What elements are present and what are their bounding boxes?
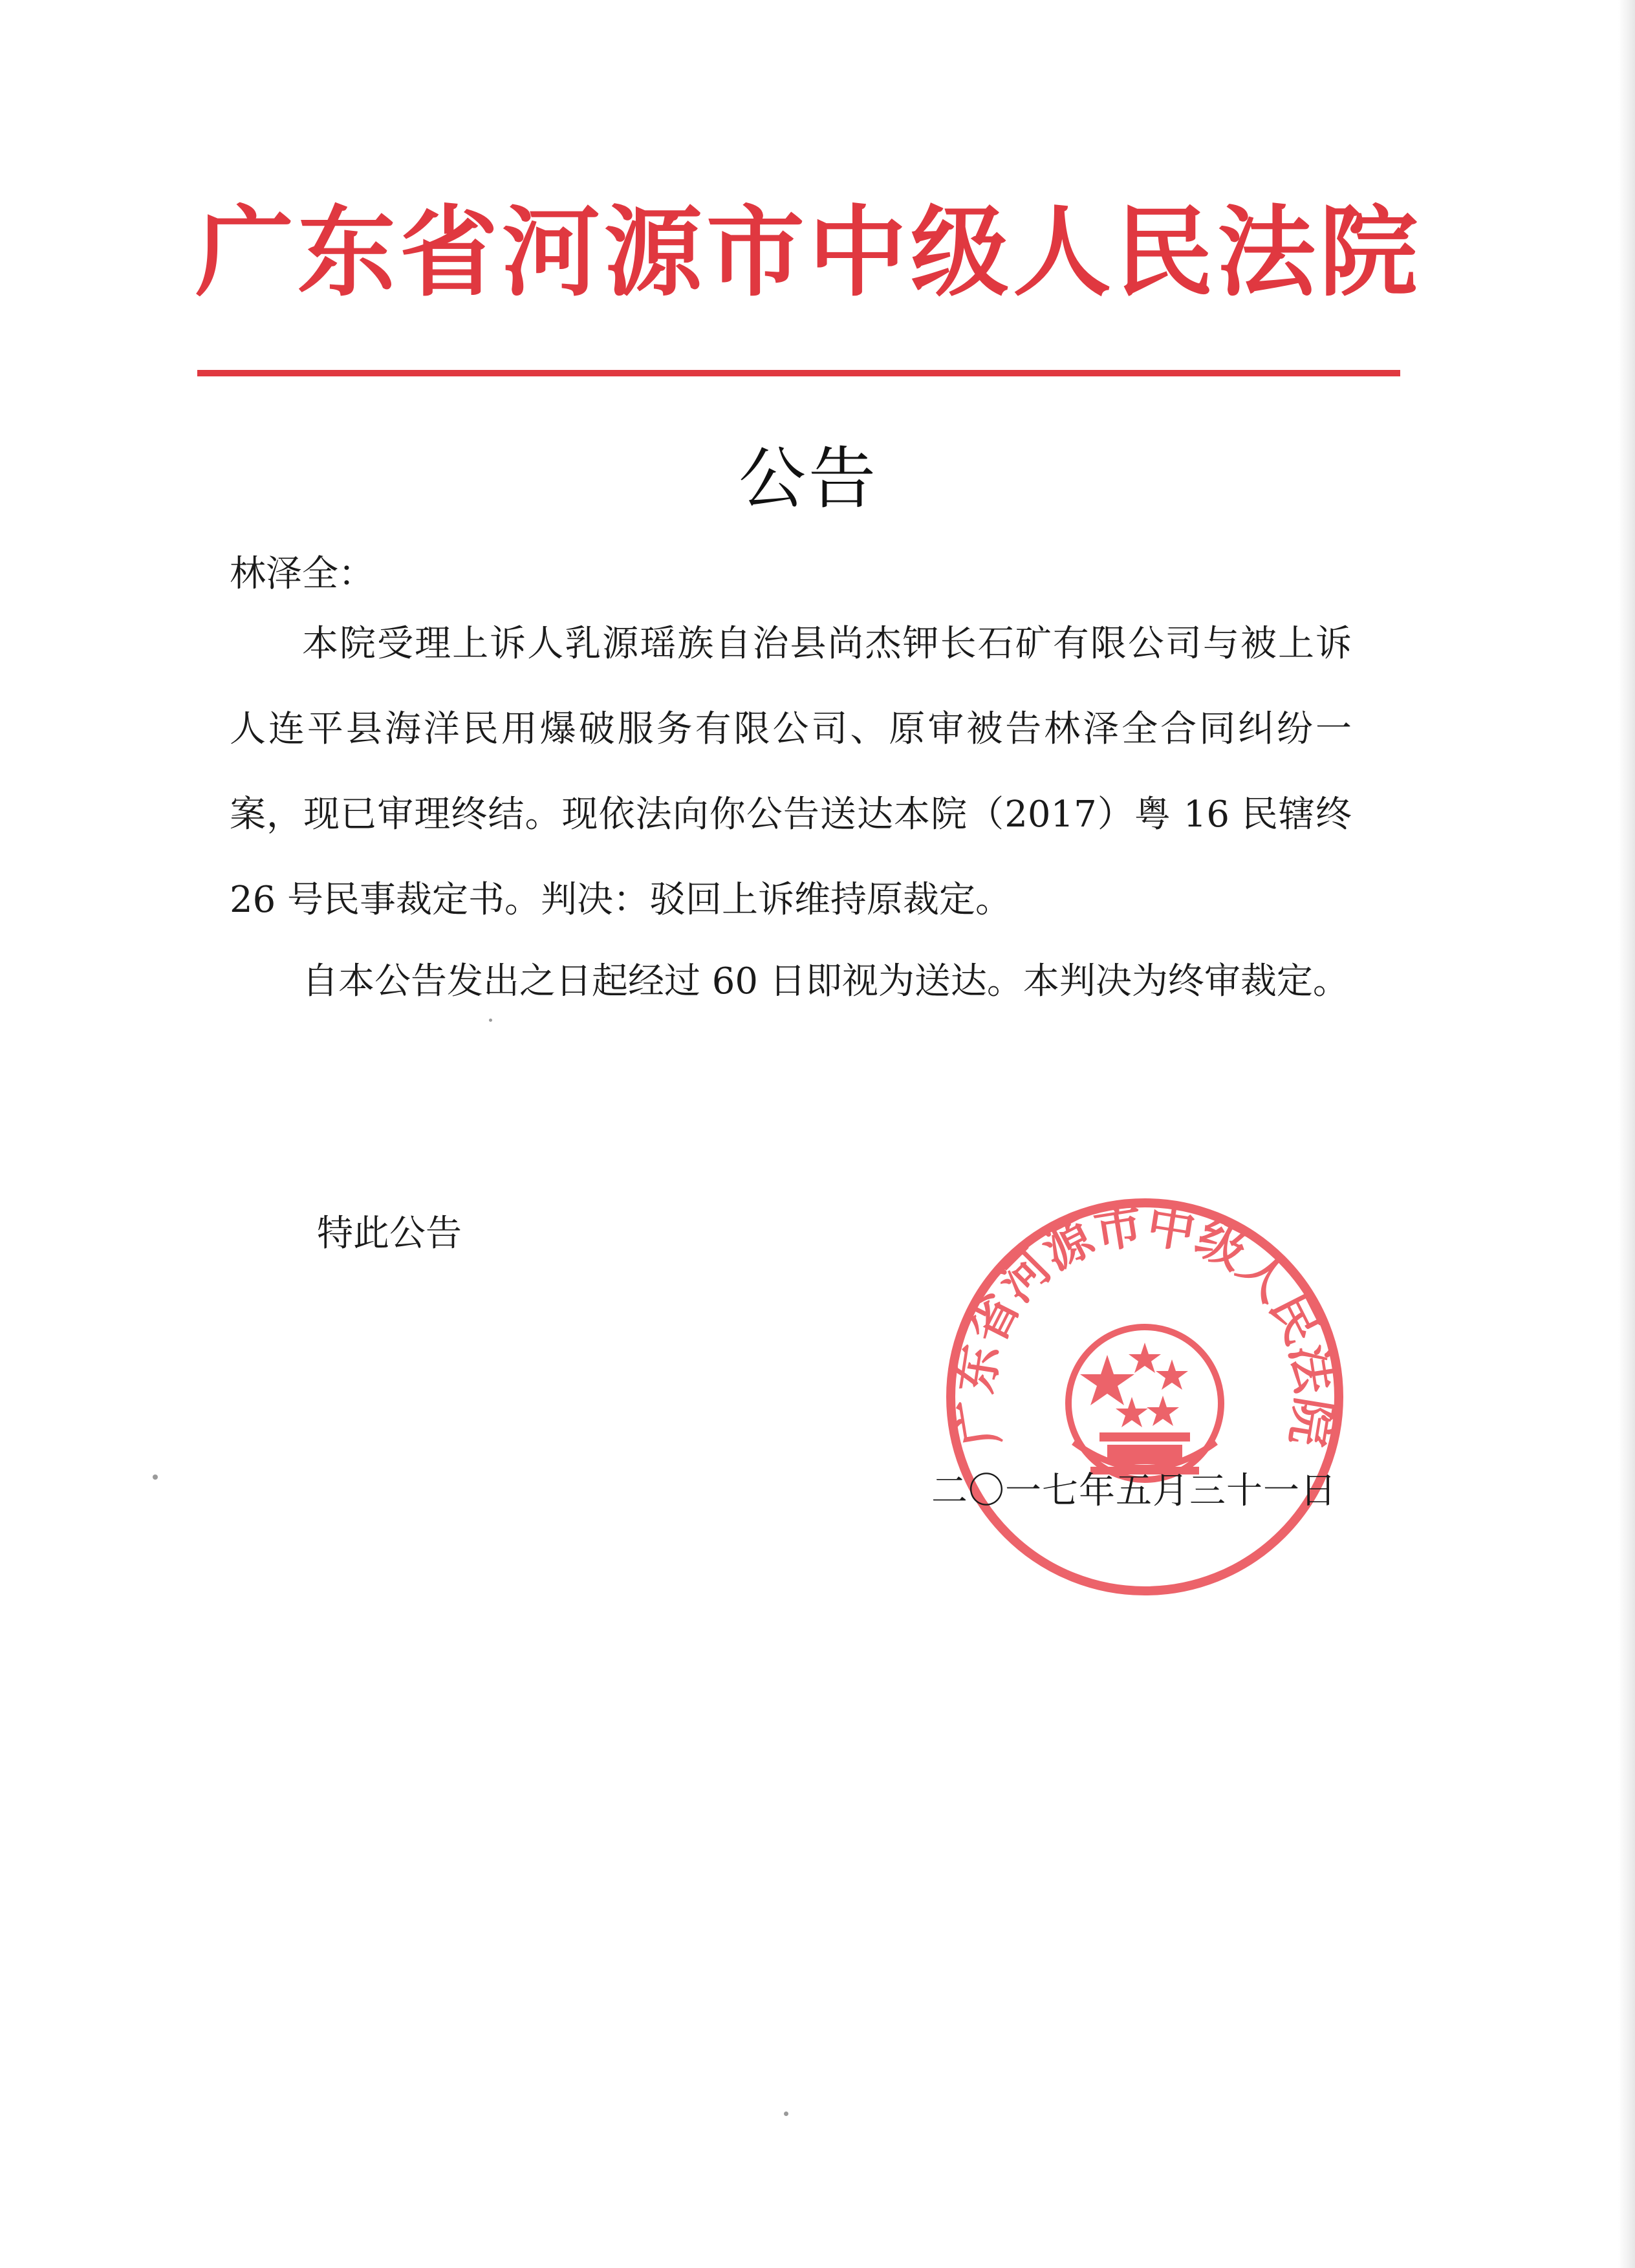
letterhead-red-rule	[197, 370, 1400, 376]
notice-paragraph-1: 本院受理上诉人乳源瑶族自治县尚杰钾长石矿有限公司与被上诉人连平县海洋民用爆破服务有限公司、原审被告林泽全合同纠纷一案，现已审理终结。现依法向你公告送达本院（2017）粤 16 民辖终 26 号民事裁定书。判决：驳回上诉维持原裁定。	[230, 623, 1352, 921]
notice-title: 公告	[738, 439, 878, 518]
scan-page-edge	[1618, 0, 1635, 2268]
court-seal	[938, 1190, 1352, 1604]
notice-paragraph-2: 自本公告发出之日起经过 60 日即视为送达。本判决为终审裁定。	[302, 960, 1349, 1002]
scan-speck	[489, 1019, 492, 1022]
issue-date: 二〇一七年五月三十一日	[931, 1470, 1337, 1512]
closing-remark: 特此公告	[317, 1213, 462, 1255]
scan-speck	[153, 1474, 158, 1480]
seal-text: 广东省河源市中级人民法院	[947, 1197, 1343, 1450]
emblem-stars	[1080, 1343, 1188, 1427]
court-letterhead: 广东省河源市中级人民法院	[195, 194, 1422, 310]
scan-speck	[784, 2111, 788, 2116]
addressee: 林泽全：	[230, 553, 374, 595]
